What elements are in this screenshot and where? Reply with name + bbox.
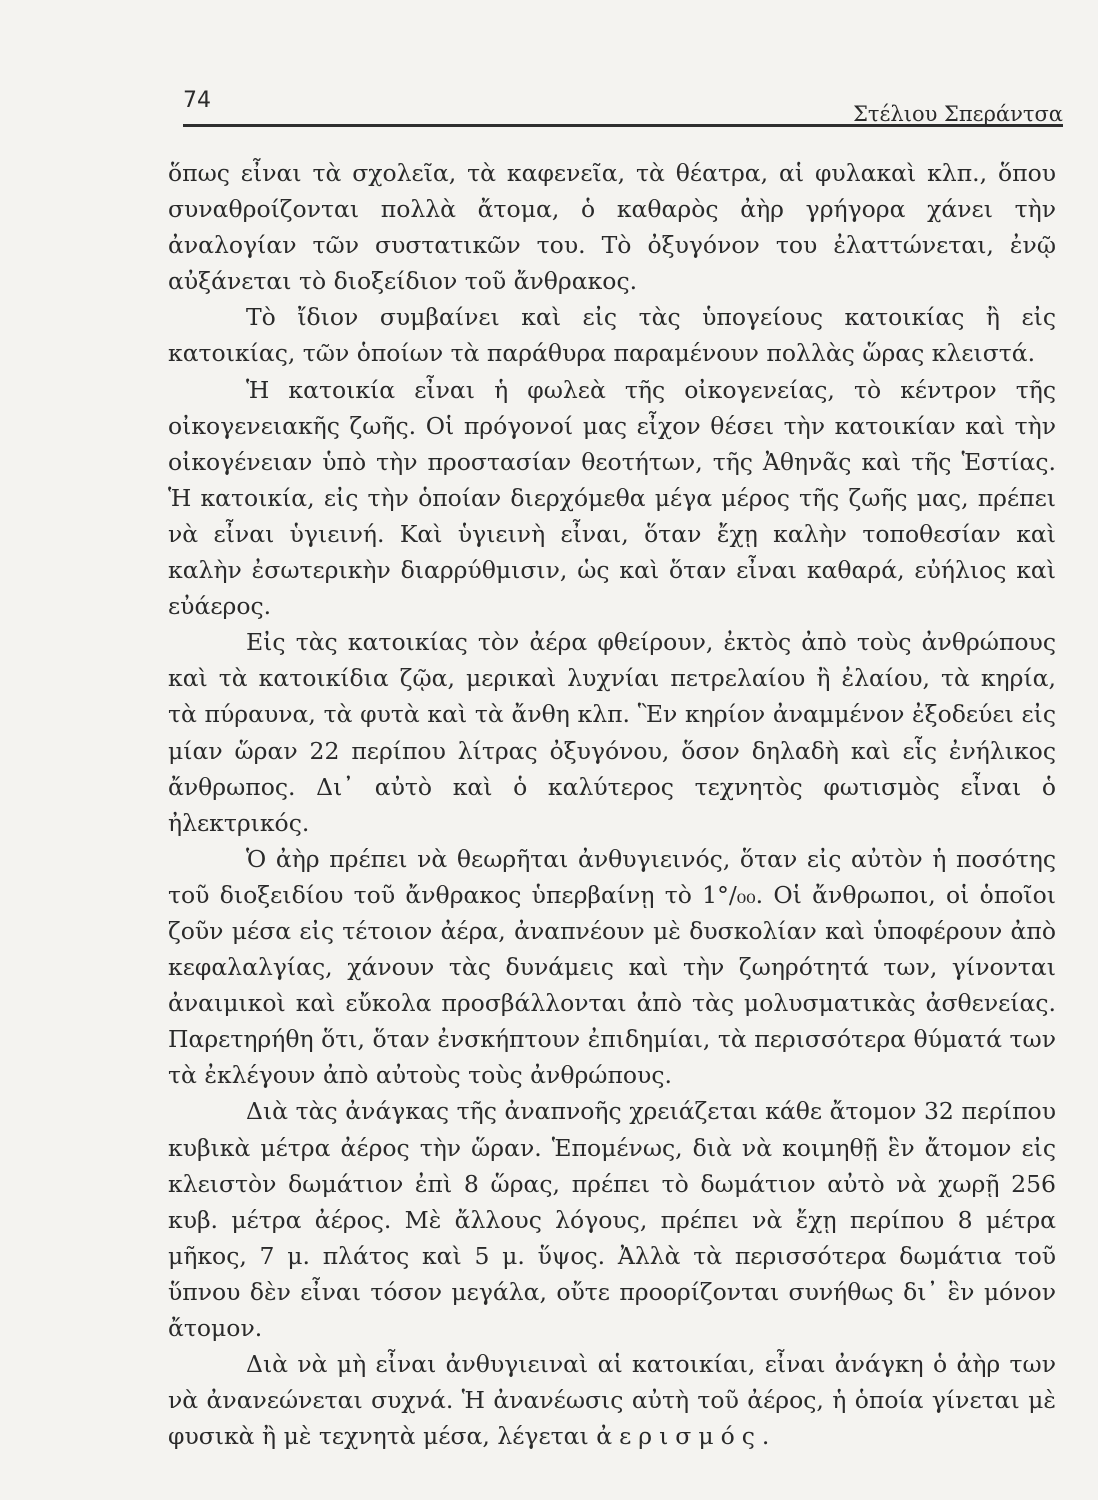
page-number: 74 (183, 88, 211, 113)
spaced-term: ἀερισμός. (596, 1422, 777, 1451)
paragraph: Ἡ κατοικία εἶναι ἡ φωλεὰ τῆς οἰκογενείας, τὸ κέντρον τῆς οἰκογενειακῆς ζωῆς. Οἱ πρόγονοί μας εἶχον θέσει τὴν κατοικίαν καὶ τὴν οἰκογένειαν ὑπὸ τὴν προστασίαν θεοτήτων, τῆς Ἀθηνᾶς καὶ τῆς Ἑστίας. Ἡ κατοικία, εἰς τὴν ὁποίαν διερχόμεθα μέγα μέρος τῆς ζωῆς μας, πρέπει νὰ εἶναι ὑγιεινή. Καὶ ὑγιεινὴ εἶναι, ὅταν ἔχῃ καλὴν τοποθεσίαν καὶ καλὴν ἐσωτερικὴν διαρρύθμισιν, ὡς καὶ ὅταν εἶναι καθαρά, εὐήλιος καὶ εὐάερος. (168, 375, 1056, 621)
paragraph: Διὰ τὰς ἀνάγκας τῆς ἀναπνοῆς χρειάζεται κάθε ἄτομον 32 περίπου κυβικὰ μέτρα ἀέρος τὴν ὥραν. Ἑπομένως, διὰ νὰ κοιμηθῇ ἓν ἄτομον εἰς κλειστὸν δωμάτιον ἐπὶ 8 ὥρας, πρέπει τὸ δωμάτιον αὐτὸ νὰ χωρῇ 256 κυβ. μέτρα ἀέρος. Μὲ ἄλλους λόγους, πρέπει νὰ ἔχῃ περίπου 8 μέτρα μῆκος, 7 μ. πλάτος καὶ 5 μ. ὕψος. Ἀλλὰ τὰ περισσότερα δωμάτια τοῦ ὕπνου δὲν εἶναι τόσον μεγάλα, οὔτε προορίζονται συνήθως δι᾿ ἓν μόνον ἄτομον. (168, 1097, 1056, 1342)
paragraph: Εἰς τὰς κατοικίας τὸν ἀέρα φθείρουν, ἐκτὸς ἀπὸ τοὺς ἀνθρώπους καὶ τὰ κατοικίδια ζῷα, μερικαὶ λυχνίαι πετρελαίου ἢ ἐλαίου, τὰ κηρία, τὰ πύραυνα, τὰ φυτὰ καὶ τὰ ἄνθη κλπ. Ἓν κηρίον ἀναμμένον ἐξοδεύει εἰς μίαν ὥραν 22 περίπου λίτρας ὀξυγόνου, ὅσον δηλαδὴ καὶ εἷς ἐνήλικος ἄνθρωπος. Δι᾿ αὐτὸ καὶ ὁ καλύτερος τεχνητὸς φωτισμὸς εἶναι ὁ ἠλεκτρικός. (168, 628, 1056, 837)
page-header (183, 88, 1063, 126)
body-text (168, 155, 1056, 1454)
paragraph (168, 1346, 1056, 1454)
paragraph: ὅπως εἶναι τὰ σχολεῖα, τὰ καφενεῖα, τὰ θέατρα, αἱ φυλακαὶ κλπ., ὅπου συναθροίζονται πολλὰ ἄτομα, ὁ καθαρὸς ἀὴρ γρήγορα χάνει τὴν ἀναλογίαν τῶν συστατικῶν του. Τὸ ὀξυγόνον του ἐλαττώνεται, ἐνῷ αὐξάνεται τὸ διοξείδιον τοῦ ἄνθρακος. (168, 159, 1056, 296)
paragraph: Τὸ ἴδιον συμβαίνει καὶ εἰς τὰς ὑπογείους κατοικίας ἢ εἰς κατοικίας, τῶν ὁποίων τὰ παράθυρα παραμένουν πολλὰς ὥρας κλειστά. (168, 303, 1056, 368)
running-head: Στέλιου Σπεράντσα (853, 102, 1063, 126)
paragraph: Ὁ ἀὴρ πρέπει νὰ θεωρῆται ἀνθυγιεινός, ὅταν εἰς αὐτὸν ἡ ποσότης τοῦ διοξειδίου τοῦ ἄνθρακος ὑπερβαίνῃ τὸ 1°/₀₀. Οἱ ἄνθρωποι, οἱ ὁποῖοι ζοῦν μέσα εἰς τέτοιον ἀέρα, ἀναπνέουν μὲ δυσκολίαν καὶ ὑποφέρουν ἀπὸ κεφαλαλγίας, χάνουν τὰς δυνάμεις καὶ τὴν ζωηρότητά των, γίνονται ἀναιμικοὶ καὶ εὔκολα προσβάλλονται ἀπὸ τὰς μολυσματικὰς ἀσθενείας. Παρετηρήθη ὅτι, ὅταν ἐνσκήπτουν ἐπιδημίαι, τὰ περισσότερα θύματά των τὰ ἐκλέγουν ἀπὸ αὐτοὺς τοὺς ἀνθρώπους. (168, 844, 1056, 1090)
header-rule (183, 124, 1063, 127)
paragraph-text: Διὰ νὰ μὴ εἶναι ἀνθυγιειναὶ αἱ κατοικίαι, εἶναι ἀνάγκη ὁ ἀὴρ των νὰ ἀνανεώνεται συχνά. Ἡ ἀνανέωσις αὐτὴ τοῦ ἀέρος, ἡ ὁποία γίνεται μὲ φυσικὰ ἢ μὲ τεχνητὰ μέσα, λέγεται (168, 1350, 1056, 1451)
